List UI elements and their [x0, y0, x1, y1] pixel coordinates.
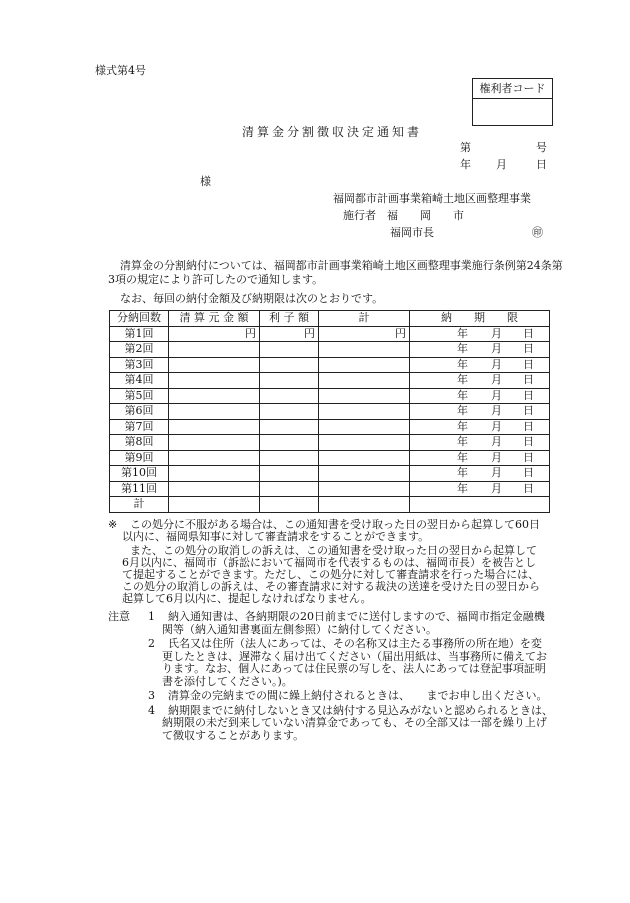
installment-label: 第10回: [110, 466, 169, 482]
interest-cell[interactable]: [260, 481, 319, 497]
due-month-unit: 月: [491, 373, 502, 386]
due-day-unit: 日: [523, 388, 534, 402]
notice-item-line: 書を添付してください。)。: [162, 674, 293, 688]
grand-total-cell[interactable]: [319, 497, 410, 513]
due-month-unit: 月: [491, 419, 502, 433]
due-month-unit: 月: [491, 357, 502, 371]
header-installment-count: 分納回数: [110, 311, 169, 327]
seal-mark: ㊞: [532, 226, 543, 239]
notice-item-line: ります。なお、個人にあっては住民票の写しを、法人にあっては登記事項証明: [162, 662, 546, 675]
rights-holder-code-box: [472, 78, 553, 126]
table-row: [110, 373, 550, 389]
total-cell[interactable]: [319, 435, 410, 451]
due-month-unit: 月: [491, 326, 502, 340]
table-row: [110, 326, 550, 342]
principal-cell[interactable]: [169, 435, 260, 451]
due-year-unit: 年: [457, 388, 468, 402]
asterisk-line-3: また、この処分の取消しの訴えは、この通知書を受け取った日の翌日から起算して: [130, 544, 537, 557]
principal-cell[interactable]: [169, 466, 260, 482]
installment-label: 第6回: [110, 404, 169, 420]
document-number-line: [460, 141, 547, 155]
table-row: [110, 388, 550, 404]
due-date-cell[interactable]: [410, 435, 550, 451]
due-month-unit: 月: [491, 481, 502, 495]
notice-section: [108, 610, 578, 750]
table-row: [110, 419, 550, 435]
total-cell[interactable]: [319, 342, 410, 358]
rights-holder-code-label: 権利者コード: [473, 79, 552, 99]
due-date-cell[interactable]: [410, 342, 550, 358]
notice-item-line: 納入通知書は、各納期限の20日前までに送付しますので、福岡市指定金融機: [168, 610, 545, 623]
due-day-unit: 日: [523, 342, 534, 355]
number-prefix: 第: [460, 141, 471, 154]
installment-label: 第8回: [110, 435, 169, 451]
installment-label: 第9回: [110, 450, 169, 466]
due-date-cell[interactable]: [410, 419, 550, 435]
due-year-unit: 年: [457, 342, 468, 355]
total-cell[interactable]: 円: [319, 326, 410, 342]
due-month-unit: 月: [491, 450, 502, 464]
notice-item-number: 1: [148, 610, 155, 623]
principal-cell[interactable]: [169, 342, 260, 358]
interest-cell[interactable]: 円: [260, 326, 319, 342]
interest-cell[interactable]: [260, 342, 319, 358]
notice-item-number: 3: [148, 689, 155, 702]
total-cell[interactable]: [319, 404, 410, 420]
notice-item-line: 更したときは、遅滞なく届け出てください（届出用紙は、当事務所に備えてお: [162, 649, 547, 663]
due-day-unit: 日: [523, 435, 534, 448]
due-year-unit: 年: [457, 357, 468, 371]
total-cell[interactable]: [319, 481, 410, 497]
principal-cell[interactable]: 円: [169, 326, 260, 342]
table-row: [110, 481, 550, 497]
total-cell[interactable]: [319, 357, 410, 373]
due-date-cell[interactable]: [410, 404, 550, 420]
principal-cell[interactable]: [169, 357, 260, 373]
due-day-unit: 日: [523, 357, 534, 371]
due-year-unit: 年: [457, 481, 468, 495]
due-day-unit: 日: [523, 326, 534, 340]
due-month-unit: 月: [491, 435, 502, 448]
organization-name: 福岡都市計画事業箱崎土地区画整理事業: [333, 192, 531, 205]
date-year: 年: [460, 158, 471, 171]
total-due-cell[interactable]: [410, 497, 550, 513]
header-principal: 清 算 元 金 額: [169, 311, 260, 327]
notice-item-number: 2: [148, 637, 155, 650]
asterisk-line-4: 6月以内に、福岡市（訴訟において福岡市を代表するものは、福岡市長）を被告とし: [122, 556, 536, 569]
due-year-unit: 年: [457, 466, 468, 479]
principal-cell[interactable]: [169, 404, 260, 420]
installment-label: 第7回: [110, 419, 169, 435]
notice-item-line: 氏名又は住所（法人にあっては、その名称又は主たる事務所の所在地）を変: [168, 637, 542, 650]
total-cell[interactable]: [319, 388, 410, 404]
interest-cell[interactable]: [260, 404, 319, 420]
form-number: 様式第4号: [95, 64, 146, 77]
document-title: 清算金分割徴収決定通知書: [242, 125, 423, 139]
principal-cell[interactable]: [169, 481, 260, 497]
asterisk-line-7: 起算して6月以内に、提起しなければなりません。: [122, 592, 372, 605]
due-year-unit: 年: [457, 404, 468, 417]
principal-cell[interactable]: [169, 450, 260, 466]
installment-label: 第11回: [110, 481, 169, 497]
due-year-unit: 年: [457, 435, 468, 448]
notice-item-line: 清算金の完納までの間に繰上納付されるときは、 までお申し出ください。: [168, 689, 548, 702]
due-date-cell[interactable]: [410, 326, 550, 342]
total-principal-cell[interactable]: [169, 497, 260, 513]
due-day-unit: 日: [523, 481, 534, 495]
header-due-date: 納 期 限: [410, 311, 550, 327]
total-cell[interactable]: [319, 419, 410, 435]
principal-cell[interactable]: [169, 373, 260, 389]
due-month-unit: 月: [491, 466, 502, 479]
interest-cell[interactable]: [260, 450, 319, 466]
interest-cell[interactable]: [260, 373, 319, 389]
table-row: [110, 450, 550, 466]
principal-cell[interactable]: [169, 388, 260, 404]
due-day-unit: 日: [523, 419, 534, 433]
total-cell[interactable]: [319, 450, 410, 466]
notice-item-line: 納期限までに納付しないとき又は納付する見込みがないと認められるときは、: [168, 703, 553, 717]
notice-item-line: 関等（納入通知書裏面左側参照）に納付してください。: [162, 622, 437, 636]
date-day: 日: [536, 158, 547, 171]
interest-cell[interactable]: [260, 466, 319, 482]
number-suffix: 号: [536, 141, 547, 154]
installment-label: 第1回: [110, 326, 169, 342]
installment-label: 第3回: [110, 357, 169, 373]
notice-item-line: て徴収することがあります。: [162, 728, 305, 742]
notice-label: 注意: [108, 610, 130, 623]
installment-label: 第5回: [110, 388, 169, 404]
body-paragraph-2: なお、毎回の納付金額及び納期限は次のとおりです。: [120, 292, 384, 305]
installment-label: 第4回: [110, 373, 169, 389]
due-year-unit: 年: [457, 419, 468, 433]
asterisk-line-5: て提起することができます。ただし、この処分に対して審査請求を行った場合には、: [122, 568, 540, 581]
table-total-row: [110, 497, 550, 513]
asterisk-line-6: この処分の取消しの訴えは、その審査請求に対する裁決の送達を受けた日の翌日から: [122, 580, 540, 593]
due-date-cell[interactable]: [410, 466, 550, 482]
due-month-unit: 月: [491, 342, 502, 355]
total-cell[interactable]: [319, 373, 410, 389]
table-header-row: [110, 311, 550, 327]
due-day-unit: 日: [523, 404, 534, 417]
due-date-cell[interactable]: [410, 373, 550, 389]
due-year-unit: 年: [457, 326, 468, 340]
due-date-cell[interactable]: [410, 388, 550, 404]
addressee-suffix: 様: [200, 175, 211, 188]
due-date-cell[interactable]: [410, 357, 550, 373]
installment-label: 第2回: [110, 342, 169, 358]
asterisk-line-2: 以内に、福岡県知事に対して審査請求をすることができます。: [122, 530, 430, 543]
due-date-cell[interactable]: [410, 481, 550, 497]
header-interest: 利 子 額: [260, 311, 319, 327]
due-day-unit: 日: [523, 466, 534, 479]
due-month-unit: 月: [491, 388, 502, 402]
due-year-unit: 年: [457, 450, 468, 464]
table-row: [110, 357, 550, 373]
table-row: [110, 404, 550, 420]
total-cell[interactable]: [319, 466, 410, 482]
due-month-unit: 月: [491, 404, 502, 417]
total-interest-cell[interactable]: [260, 497, 319, 513]
due-date-cell[interactable]: [410, 450, 550, 466]
notice-item-number: 4: [148, 703, 155, 717]
date-month: 月: [496, 158, 507, 171]
total-label: 計: [110, 497, 169, 513]
header-total: 計: [319, 311, 410, 327]
executor-name: 施行者 福 岡 市: [343, 209, 464, 222]
asterisk-line-1: この処分に不服がある場合は、この通知書を受け取った日の翌日から起算して60日: [130, 518, 540, 531]
notice-item-line: 納期限の未だ到来していない清算金であっても、その全部又は一部を繰り上げ: [162, 716, 547, 729]
due-day-unit: 日: [523, 450, 534, 464]
due-day-unit: 日: [523, 373, 534, 386]
mayor-title: 福岡市長: [390, 226, 434, 239]
interest-cell[interactable]: [260, 435, 319, 451]
table-row: [110, 466, 550, 482]
issue-date-line: [460, 158, 547, 172]
table-row: [110, 342, 550, 358]
interest-cell[interactable]: [260, 419, 319, 435]
rights-holder-code-field[interactable]: [473, 99, 552, 125]
installment-schedule-table: [109, 310, 550, 513]
interest-cell[interactable]: [260, 357, 319, 373]
asterisk-mark: ※: [108, 518, 118, 531]
principal-cell[interactable]: [169, 419, 260, 435]
interest-cell[interactable]: [260, 388, 319, 404]
due-year-unit: 年: [457, 373, 468, 386]
table-row: [110, 435, 550, 451]
body-paragraph-1: 清算金の分割納付については、福岡都市計画事業箱崎土地区画整理事業施行条例第24条第3項の規定により許可したので通知します。: [108, 259, 563, 286]
